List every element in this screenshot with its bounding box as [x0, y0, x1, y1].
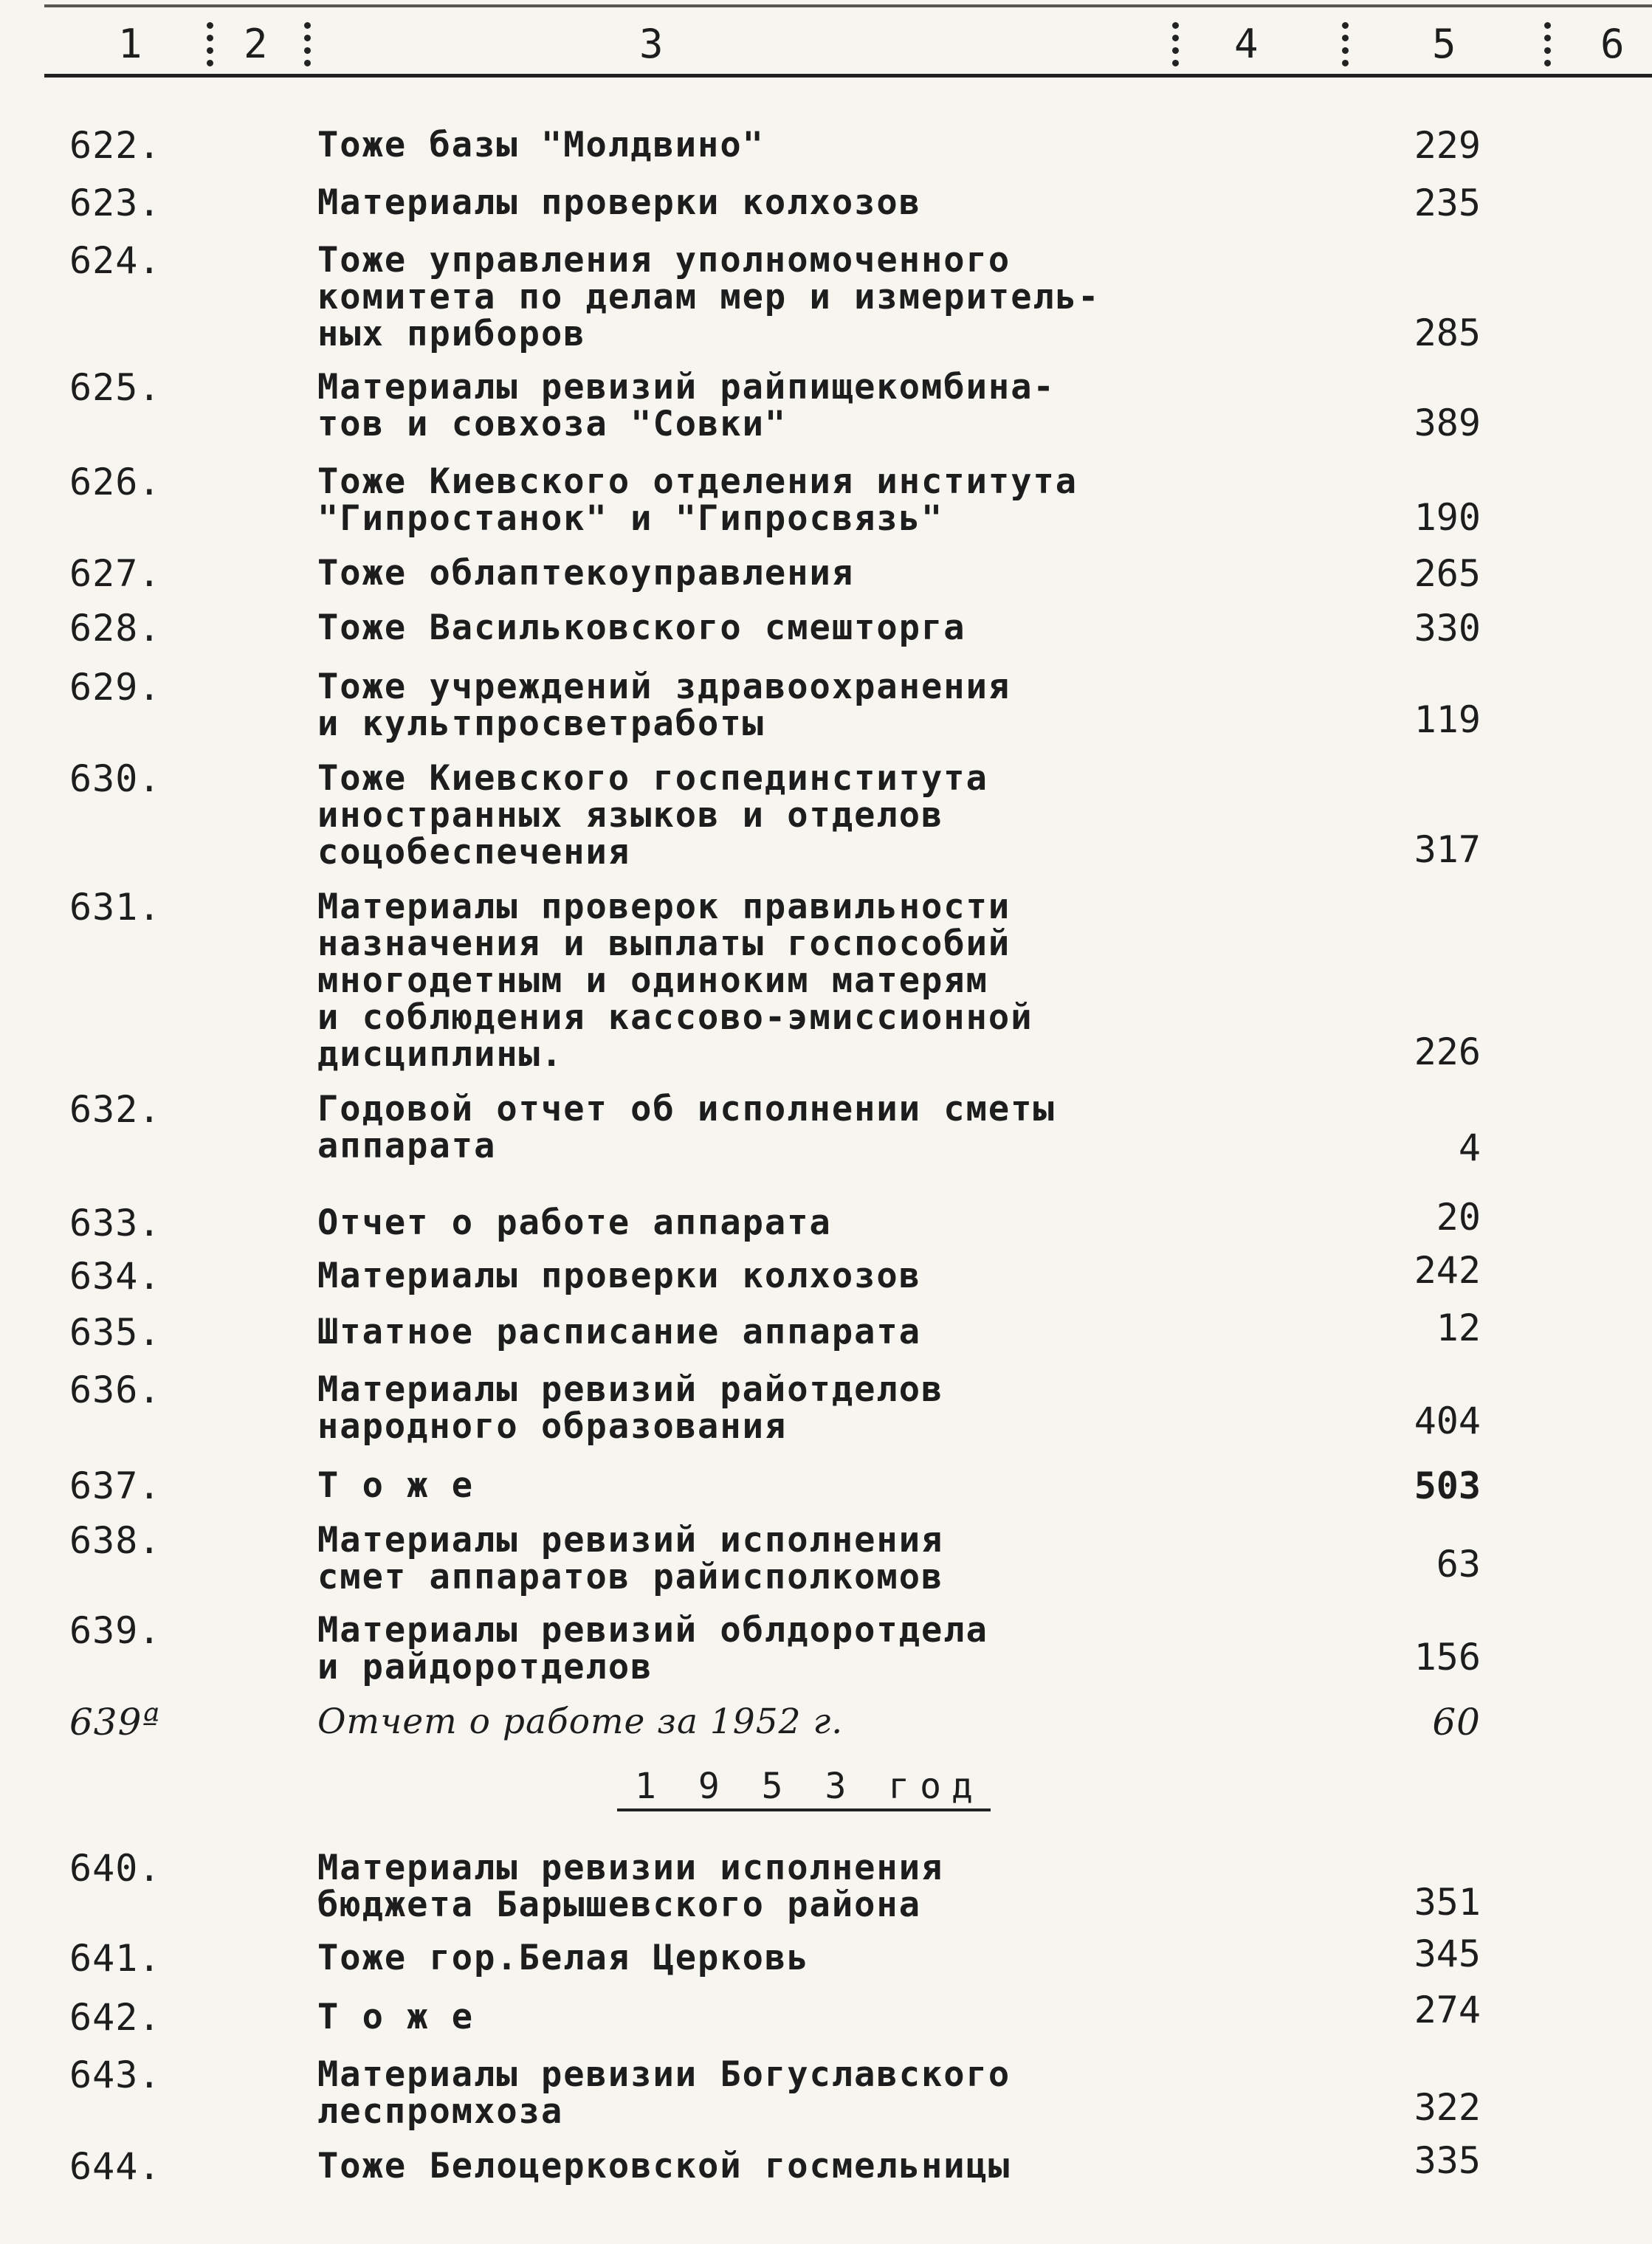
- column-separator: [1544, 22, 1558, 66]
- column-number: 6: [1600, 21, 1625, 67]
- item-title: Материалы ревизии исполнения бюджета Барышевского района: [317, 1848, 944, 1925]
- column-separator: [1342, 22, 1356, 66]
- item-title: Штатное расписание аппарата: [317, 1312, 922, 1352]
- item-number: 632.: [69, 1088, 162, 1131]
- sheet-count: 60: [1432, 1701, 1481, 1744]
- item-title: Материалы проверки колхозов: [317, 1256, 922, 1296]
- item-number: 641.: [69, 1937, 162, 1980]
- item-title: Годовой отчет об исполнении сметы аппарата: [317, 1089, 1056, 1166]
- item-title: Материалы ревизий исполнения смет аппаратов райисполкомов: [317, 1520, 944, 1597]
- item-number: 637.: [69, 1465, 162, 1507]
- item-title: Т о ж е: [317, 1997, 475, 2037]
- item-title: Материалы ревизий райпищекомбина- тов и совхоза "Совки": [317, 367, 1056, 444]
- sheet-count: 404: [1414, 1400, 1481, 1442]
- item-title: Тоже Васильковского смешторга: [317, 608, 966, 648]
- item-number: 625.: [69, 366, 162, 409]
- sheet-count: 63: [1436, 1543, 1481, 1586]
- sheet-count: 317: [1414, 828, 1481, 871]
- item-title: Материалы ревизий райотделов народного образования: [317, 1369, 944, 1447]
- header-top-rule: [44, 4, 1652, 7]
- sheet-count: 351: [1414, 1881, 1481, 1924]
- item-title: Т о ж е: [317, 1465, 475, 1506]
- sheet-count: 265: [1414, 552, 1481, 595]
- column-number: 5: [1432, 21, 1456, 67]
- item-number: 633.: [69, 1202, 162, 1245]
- sheet-count: 389: [1414, 402, 1481, 444]
- item-title: Тоже управления уполномоченного комитета по делам мер и измеритель- ных приборов: [317, 240, 1101, 354]
- item-number: 629.: [69, 666, 162, 709]
- item-title: Тоже учреждений здравоохранения и культпросветработы: [317, 667, 1011, 744]
- sheet-count: 226: [1414, 1030, 1481, 1073]
- sheet-count: 242: [1414, 1249, 1481, 1292]
- year-heading-text: 1 9 5 3 год: [617, 1766, 991, 1811]
- sheet-count: 235: [1414, 182, 1481, 224]
- sheet-count: 119: [1414, 698, 1481, 741]
- column-separator: [1172, 22, 1186, 66]
- item-number: 627.: [69, 552, 162, 595]
- item-number: 644.: [69, 2145, 162, 2188]
- sheet-count: 335: [1414, 2139, 1481, 2182]
- sheet-count: 285: [1414, 312, 1481, 354]
- item-number: 640.: [69, 1847, 162, 1890]
- item-title: Материалы проверки колхозов: [317, 182, 922, 223]
- year-heading: [0, 1766, 1652, 1807]
- item-number: 639.: [69, 1609, 162, 1652]
- item-number: 623.: [69, 182, 162, 224]
- item-number: 630.: [69, 757, 162, 800]
- column-number: 4: [1234, 21, 1259, 67]
- item-number: 635.: [69, 1311, 162, 1354]
- sheet-count: 4: [1458, 1126, 1481, 1169]
- item-number: 634.: [69, 1255, 162, 1298]
- sheet-count: 330: [1414, 607, 1481, 650]
- item-title: Материалы ревизии Богуславского леспромхоза: [317, 2054, 1011, 2132]
- item-title: Материалы проверок правильности назначения и выплаты госпособий многодетным и одиноким матерям и соблюдения кассово-эмиссионной дисциплины.: [317, 887, 1033, 1075]
- item-title: Тоже Киевского госпединститута иностранных языков и отделов соцобеспечения: [317, 758, 988, 873]
- column-number: 1: [118, 21, 142, 67]
- item-title: Отчет о работе аппарата: [317, 1202, 832, 1243]
- sheet-count: 156: [1414, 1636, 1481, 1679]
- column-separator: [207, 22, 221, 66]
- column-number: 2: [244, 21, 268, 67]
- item-number: 636.: [69, 1369, 162, 1411]
- sheet-count: 190: [1414, 496, 1481, 539]
- sheet-count: 20: [1436, 1196, 1481, 1239]
- item-title: Тоже Киевского отделения института "Гипростанок" и "Гипросвязь": [317, 461, 1078, 539]
- item-number: 628.: [69, 607, 162, 650]
- item-number: 631.: [69, 886, 162, 929]
- item-number: 639ª: [69, 1701, 161, 1744]
- sheet-count: 345: [1414, 1932, 1481, 1975]
- item-number: 622.: [69, 124, 162, 167]
- item-number: 624.: [69, 239, 162, 282]
- sheet-count: 274: [1414, 1989, 1481, 2031]
- sheet-count: 503: [1414, 1465, 1481, 1507]
- item-number: 626.: [69, 461, 162, 503]
- item-title: Тоже Белоцерковской госмельницы: [317, 2146, 1011, 2186]
- sheet-count: 322: [1414, 2086, 1481, 2129]
- item-title: Отчет о работе за 1952 г.: [317, 1701, 844, 1742]
- item-number: 643.: [69, 2054, 162, 2096]
- item-title: Тоже облаптекоуправления: [317, 553, 855, 593]
- item-title: Тоже гор.Белая Церковь: [317, 1938, 810, 1978]
- item-number: 642.: [69, 1996, 162, 2039]
- item-number: 638.: [69, 1519, 162, 1562]
- item-title: Материалы ревизий облдоротдела и райдоротделов: [317, 1610, 988, 1687]
- item-title: Тоже базы "Молдвино": [317, 125, 765, 165]
- sheet-count: 229: [1414, 124, 1481, 167]
- column-separator: [304, 22, 318, 66]
- header-bottom-rule: [44, 74, 1652, 78]
- column-number: 3: [639, 21, 664, 67]
- sheet-count: 12: [1436, 1307, 1481, 1349]
